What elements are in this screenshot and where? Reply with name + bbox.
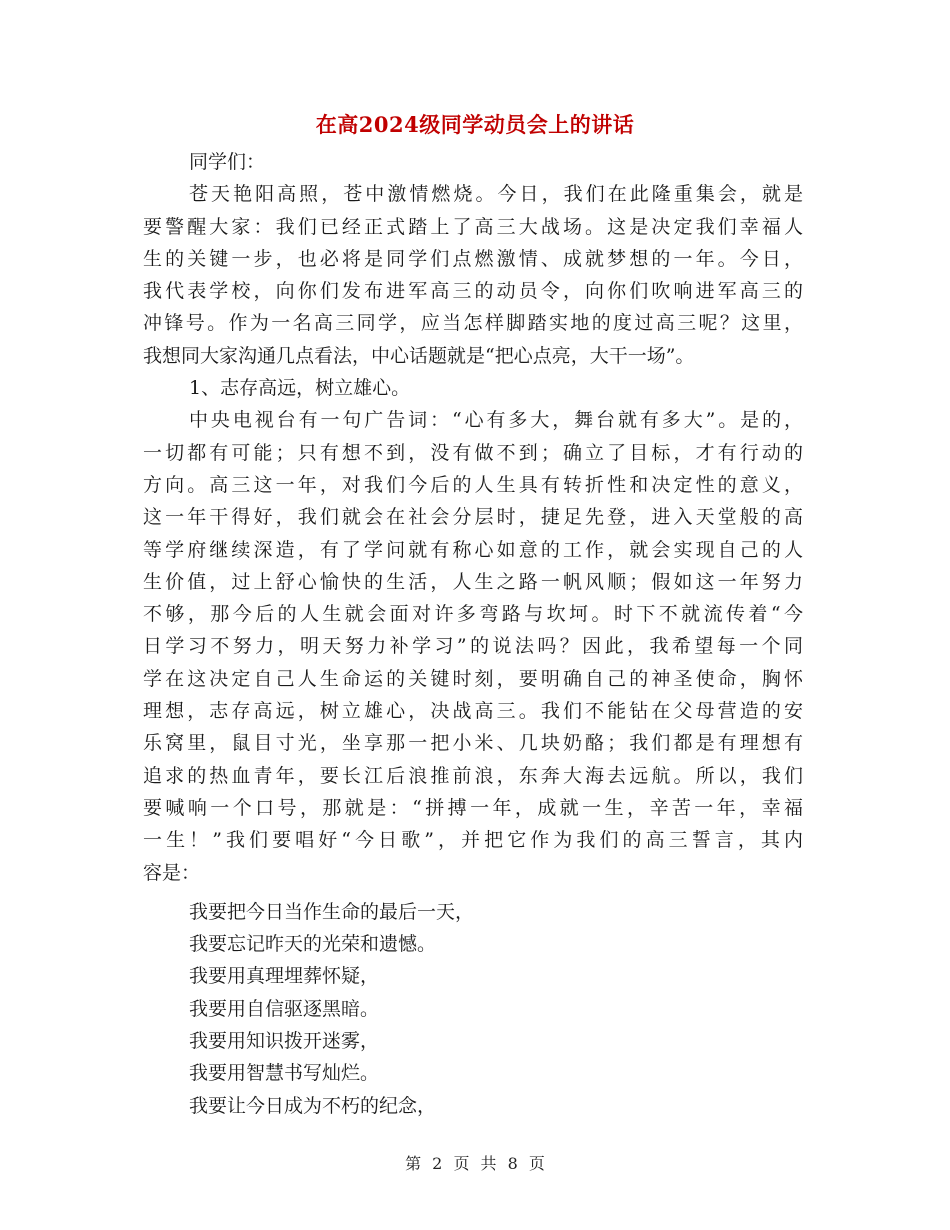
poem-block xyxy=(143,896,803,1122)
poem-line: 我要用真理埋葬怀疑， xyxy=(189,965,380,988)
paragraph-1 xyxy=(143,178,803,372)
paragraph-line: 这一年干得好，我们就会在社会分层时，捷足先登，进入天堂般的高 xyxy=(143,506,803,529)
document-body xyxy=(143,146,803,1122)
poem-line: 我要用智慧书写灿烂。 xyxy=(189,1062,380,1085)
paragraph-line: 日学习不努力，明天努力补学习”的说法吗？因此，我希望每一个同 xyxy=(143,635,803,658)
section-heading: 1、志存高远，树立雄心。 xyxy=(189,377,411,400)
paragraph-line: 冲锋号。作为一名高三同学，应当怎样脚踏实地的度过高三呢？这里， xyxy=(143,312,803,335)
paragraph-line: 方向。高三这一年，对我们今后的人生具有转折性和决定性的意义， xyxy=(143,473,803,496)
paragraph-line: 我想同大家沟通几点看法，中心话题就是“把心点亮，大干一场”。 xyxy=(143,344,695,367)
paragraph-line: 一生！”我们要唱好“今日歌”，并把它作为我们的高三誓言，其内 xyxy=(143,829,803,852)
poem-line: 我要忘记昨天的光荣和遗憾。 xyxy=(189,933,437,956)
poem-line: 我要把今日当作生命的最后一天， xyxy=(189,900,475,923)
paragraph-line: 等学府继续深造，有了学问就有称心如意的工作，就会实现自己的人 xyxy=(143,538,803,561)
paragraph-line: 中央电视台有一句广告词：“心有多大，舞台就有多大”。是的， xyxy=(189,409,803,432)
paragraph-line: 乐窝里，鼠目寸光，坐享那一把小米、几块奶酪；我们都是有理想有 xyxy=(143,732,803,755)
paragraph-line: 不够，那今后的人生就会面对许多弯路与坎坷。时下不就流传着“今 xyxy=(143,603,803,626)
document-title: 在高2024级同学动员会上的讲话 xyxy=(315,112,635,137)
paragraph-line: 学在这决定自己人生命运的关键时刻，要明确自己的神圣使命，胸怀 xyxy=(143,667,803,690)
paragraph-line: 要喊响一个口号，那就是：“拼搏一年，成就一生，辛苦一年，幸福 xyxy=(143,796,803,819)
paragraph-line: 苍天艳阳高照，苍中激情燃烧。今日，我们在此隆重集会，就是 xyxy=(189,183,803,206)
paragraph-line: 一切都有可能；只有想不到，没有做不到；确立了目标，才有行动的 xyxy=(143,441,803,464)
paragraph-line: 生的关键一步，也必将是同学们点燃激情、成就梦想的一年。今日， xyxy=(143,247,803,270)
paragraph-2 xyxy=(143,404,803,888)
poem-line: 我要用自信驱逐黑暗。 xyxy=(189,997,380,1020)
poem-line: 我要让今日成为不朽的纪念， xyxy=(189,1094,437,1117)
paragraph-line: 我代表学校，向你们发布进军高三的动员令，向你们吹响进军高三的 xyxy=(143,280,803,303)
page-footer: 第 2 页 共 8 页 xyxy=(405,1154,545,1173)
poem-line: 我要用知识拨开迷雾， xyxy=(189,1030,380,1053)
paragraph-line: 容是： xyxy=(143,861,201,884)
paragraph-line: 追求的热血青年，要长江后浪推前浪，东奔大海去远航。所以，我们 xyxy=(143,764,803,787)
paragraph-line: 理想，志存高远，树立雄心，决战高三。我们不能钻在父母营造的安 xyxy=(143,700,803,723)
paragraph-line: 生价值，过上舒心愉快的生活，人生之路一帆风顺；假如这一年努力 xyxy=(143,570,803,593)
paragraph-line: 要警醒大家：我们已经正式踏上了高三大战场。这是决定我们幸福人 xyxy=(143,215,803,238)
salutation: 同学们： xyxy=(189,151,266,173)
